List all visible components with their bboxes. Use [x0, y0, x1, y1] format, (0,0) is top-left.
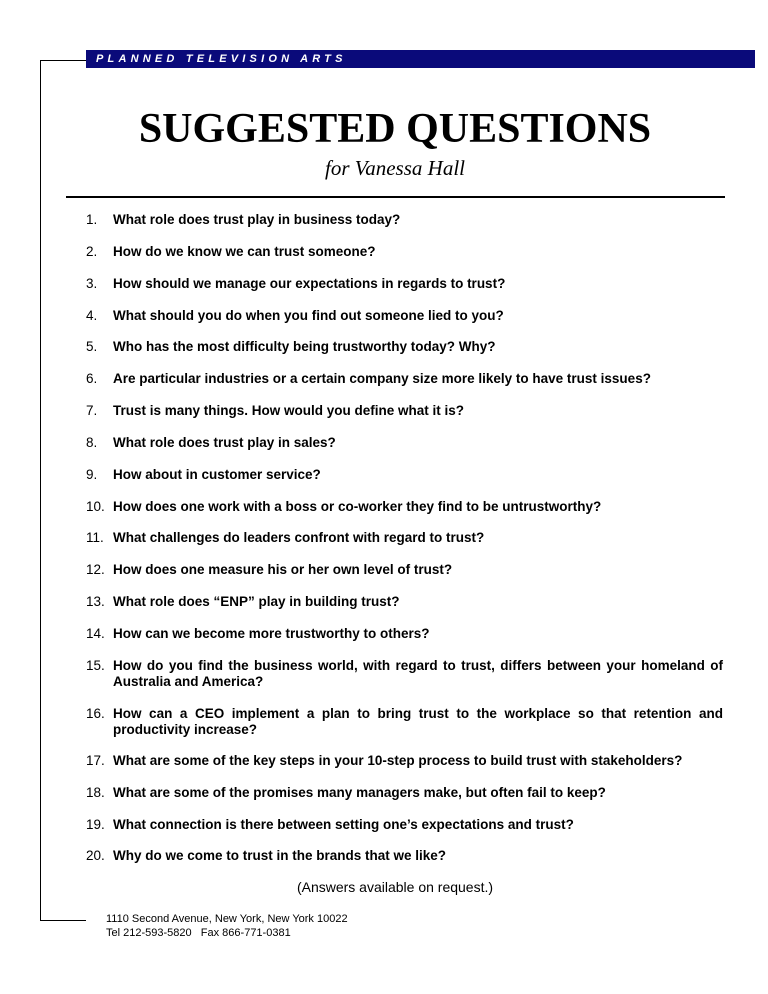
question-number: 6.: [86, 371, 98, 386]
title-divider: [66, 196, 725, 198]
answers-note: (Answers available on request.): [296, 879, 494, 895]
frame-line-left: [40, 60, 41, 921]
question-number: 13.: [86, 594, 105, 609]
question-text: What role does “ENP” play in building trust?: [113, 594, 400, 609]
question-text: How should we manage our expectations in regards to trust?: [113, 276, 506, 291]
question-number: 11.: [86, 530, 104, 545]
question-text: How can a CEO implement a plan to bring trust to the workplace so that retention and productivity increase?: [113, 706, 723, 737]
question-number: 2.: [86, 244, 98, 259]
question-number: 16.: [86, 706, 105, 721]
question-text: What challenges do leaders confront with regard to trust?: [113, 530, 485, 545]
question-number: 19.: [86, 817, 105, 832]
question-number: 12.: [86, 562, 105, 577]
question-text: How do you find the business world, with regard to trust, differs between your homeland of Australia and America?: [113, 658, 723, 689]
header-banner-text: PLANNED TELEVISION ARTS: [96, 53, 347, 65]
question-number: 20.: [86, 848, 105, 863]
question-number: 10.: [86, 499, 105, 514]
question-number: 14.: [86, 626, 105, 641]
question-text: How can we become more trustworthy to others?: [113, 626, 430, 641]
question-text: What role does trust play in sales?: [113, 435, 336, 450]
footer-phone-fax: Tel 212-593-5820 Fax 866-771-0381: [106, 927, 291, 939]
question-number: 17.: [86, 753, 105, 768]
question-text: How does one work with a boss or co-worker they find to be untrustworthy?: [113, 499, 602, 514]
question-text: Who has the most difficulty being trustworthy today? Why?: [113, 339, 496, 354]
question-text: What are some of the promises many managers make, but often fail to keep?: [113, 785, 606, 800]
question-text: How does one measure his or her own level of trust?: [113, 562, 453, 577]
footer-address: 1110 Second Avenue, New York, New York 10022: [106, 913, 348, 925]
question-text: How about in customer service?: [113, 467, 321, 482]
question-number: 7.: [86, 403, 98, 418]
question-text: What should you do when you find out someone lied to you?: [113, 308, 504, 323]
frame-line-bottom: [40, 920, 86, 921]
page-title: SUGGESTED QUESTIONS: [138, 106, 652, 152]
question-text: What role does trust play in business today?: [113, 212, 401, 227]
question-number: 1.: [86, 212, 98, 227]
question-text: Trust is many things. How would you define what it is?: [113, 403, 465, 418]
question-number: 5.: [86, 339, 98, 354]
question-text: How do we know we can trust someone?: [113, 244, 376, 259]
question-number: 3.: [86, 276, 98, 291]
frame-line-top: [40, 60, 86, 61]
question-text: What connection is there between setting one’s expectations and trust?: [113, 817, 574, 832]
page-subtitle: for Vanessa Hall: [324, 156, 465, 180]
question-number: 4.: [86, 308, 98, 323]
question-number: 15.: [86, 658, 105, 673]
question-text: Why do we come to trust in the brands that we like?: [113, 848, 447, 863]
footer-contact: [106, 912, 348, 940]
question-text: Are particular industries or a certain company size more likely to have trust issues?: [113, 371, 651, 386]
question-number: 18.: [86, 785, 105, 800]
question-text: What are some of the key steps in your 10-step process to build trust with stakeholders?: [113, 753, 683, 768]
question-number: 8.: [86, 435, 98, 450]
question-number: 9.: [86, 467, 98, 482]
header-banner: [86, 50, 755, 68]
